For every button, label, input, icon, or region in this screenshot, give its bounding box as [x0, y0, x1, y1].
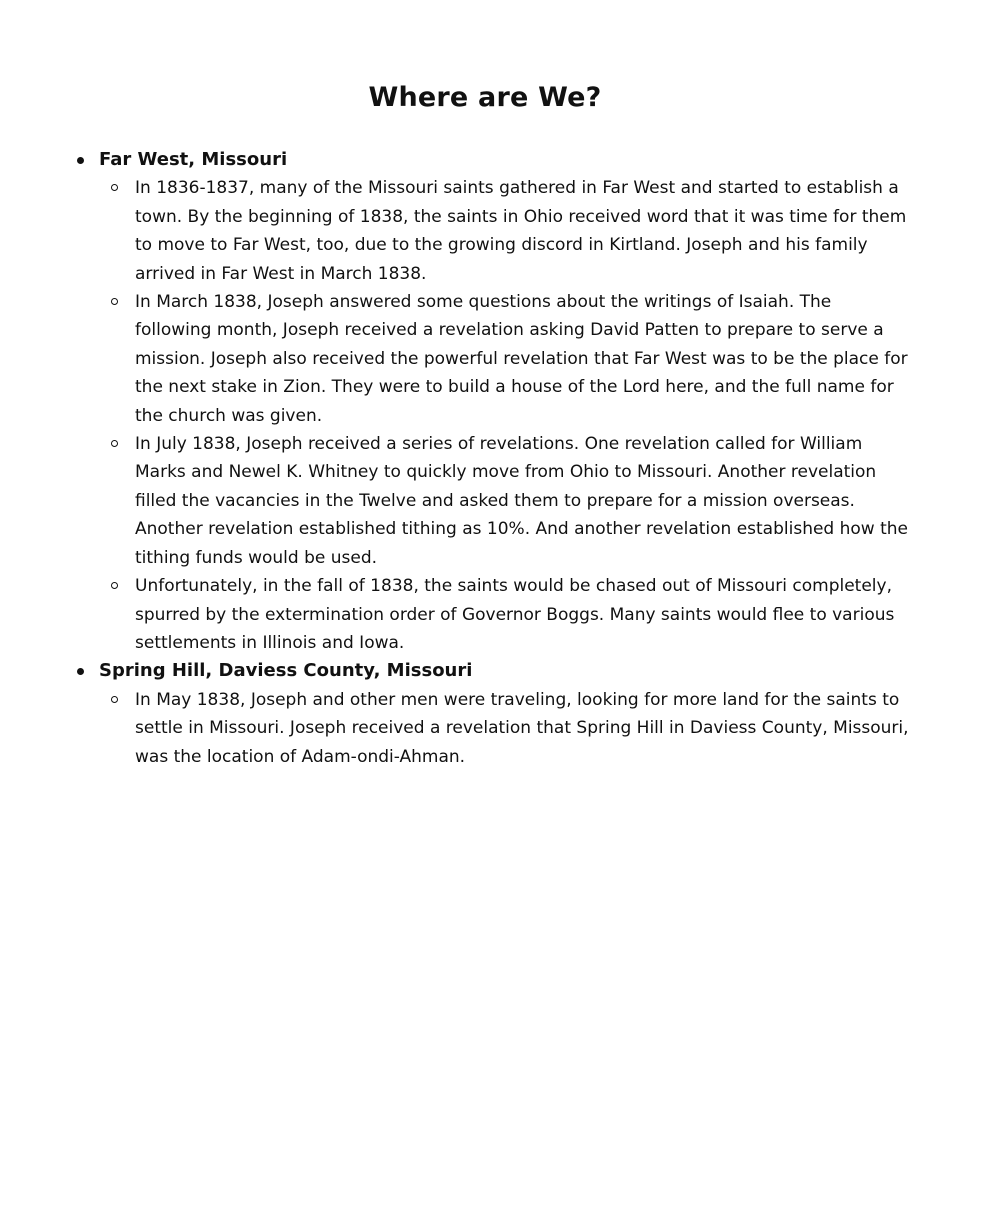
- sub-list: [99, 686, 912, 771]
- sub-list: [99, 174, 912, 657]
- list-item: [99, 288, 912, 430]
- list-item: [99, 174, 912, 288]
- list-item: [99, 686, 912, 771]
- section-heading: Spring Hill, Daviess County, Missouri: [99, 660, 473, 682]
- section-heading: Far West, Missouri: [99, 149, 288, 170]
- document-body: [72, 146, 912, 771]
- section-list: [72, 146, 912, 771]
- item-text: In July 1838, Joseph received a series of revelations. One revelation called for William Marks and Newel K. Whitney to quickly move from Ohio to Missouri. Another revelation filled the vacancies in the Twelve and asked them to prepare for a mission overseas. Another revelation established tithing as 10%. And another revelation established how the tithing funds would be used.: [135, 434, 909, 568]
- hollow-bullet-icon: [111, 582, 118, 589]
- item-text: In 1836-1837, many of the Missouri saints gathered in Far West and started to establish a town. By the beginning of 1838, the saints in Ohio received word that it was time for them to move to Far West, too, due to the growing discord in Kirtland. Joseph and his family arrived in Far West in March 1838.: [135, 178, 907, 284]
- hollow-bullet-icon: [111, 184, 118, 191]
- bullet-icon: [77, 157, 84, 164]
- section-spring-hill: [72, 657, 912, 771]
- hollow-bullet-icon: [111, 298, 118, 305]
- bullet-icon: [77, 668, 84, 675]
- item-text: Unfortunately, in the fall of 1838, the saints would be chased out of Missouri completely, spurred by the extermination order of Governor Boggs. Many saints would flee to various settlements in Illinois and Iowa.: [135, 576, 895, 653]
- list-item: [99, 572, 912, 657]
- item-text: In March 1838, Joseph answered some questions about the writings of Isaiah. The following month, Joseph received a revelation asking David Patten to prepare to serve a mission. Joseph also received the powerful revelation that Far West was to be the place for the next stake in Zion. They were to build a house of the Lord here, and the full name for the church was given.: [135, 292, 908, 426]
- item-text: In May 1838, Joseph and other men were traveling, looking for more land for the saints to settle in Missouri. Joseph received a revelation that Spring Hill in Daviess County, Missouri, was the location of Adam-ondi-Ahman.: [135, 689, 909, 767]
- hollow-bullet-icon: [111, 440, 118, 447]
- page-title: Where are We?: [368, 82, 602, 113]
- section-far-west: [72, 146, 912, 657]
- hollow-bullet-icon: [111, 696, 118, 703]
- list-item: [99, 430, 912, 572]
